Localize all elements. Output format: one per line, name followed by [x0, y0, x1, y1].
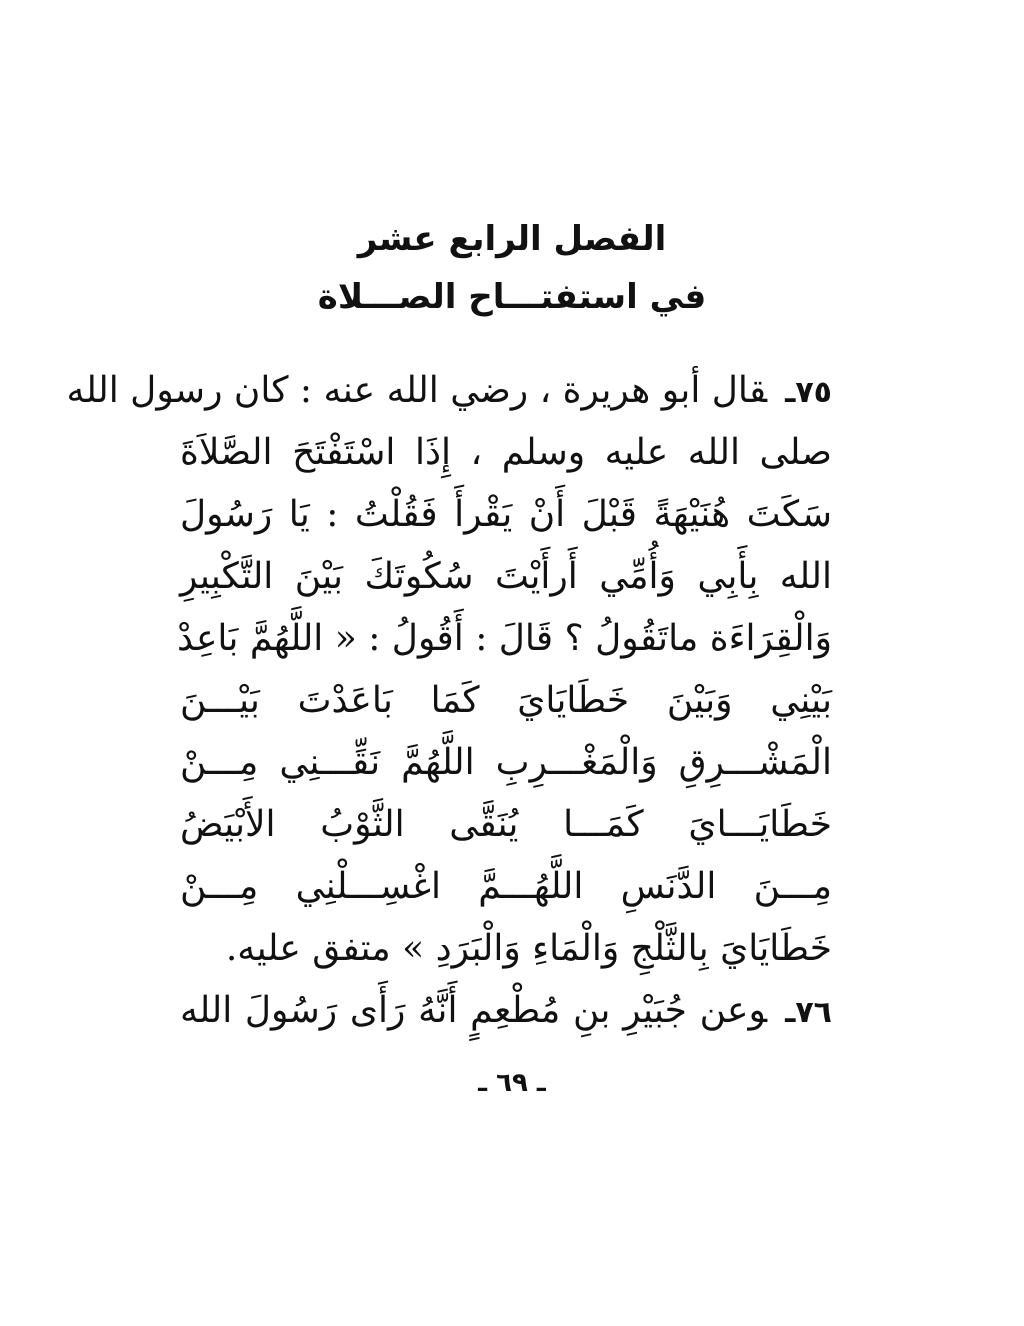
hadith-75-line-2: صلى الله عليه وسلم ، إِذَا اسْتَفْتَحَ الصَّلاَةَ [180, 432, 832, 473]
hadith-75-line-8: خَطَايَـــايَ كَمَـــا يُنَقَّى الثَّوْبُ الأَبْيَضُ [180, 804, 832, 845]
hadith-75-line-6: بَيْنِي وَبَيْنَ خَطَايَايَ كَمَا بَاعَدْتَ بَيْـــنَ [180, 680, 832, 721]
hadith-75-line-3: سَكَتَ هُنَيْهَةً قَبْلَ أَنْ يَقْرأَ فَقُلْتُ : يَا رَسُولَ [180, 494, 832, 535]
hadith-75-line-1 [66, 360, 832, 422]
hadith-75-line-7: الْمَشْـــرِقِ وَالْمَغْـــرِبِ اللَّهُمَّ نَقِّـــنِي مِـــنْ [180, 742, 832, 783]
hadith-76-line-1 [180, 980, 832, 1042]
hadith-75-line-5: وَالْقِرَاءَة ماتَقُولُ ؟ قَالَ : أَقُولُ : « اللَّهُمَّ بَاعِدْ [177, 618, 832, 659]
hadith-number-76: ٧٦ـ [785, 995, 832, 1030]
hadith-number-75: ٧٥ـ [785, 375, 832, 410]
hadith-75-text-1: قال أبو هريرة ، رضي الله عنه : كان رسول الله [66, 370, 768, 411]
hadith-76-text: وعن جُبَيْرِ بنِ مُطْعِمٍ أَنَّهُ رَأَى رَسُولَ الله [180, 990, 768, 1031]
hadith-75-line-9: مِـــنَ الدَّنَسِ اللَّهُـــمَّ اغْسِـــلْنِي مِـــنْ [180, 866, 832, 907]
chapter-subtitle: في استفتـــاح الصـــلاة [317, 277, 707, 317]
page-number: ـ ٦٩ ـ [478, 1068, 546, 1098]
hadith-75-line-10: خَطَايَايَ بِالثَّلْجِ وَالْمَاءِ وَالْبَرَدِ » متفق عليه. [225, 928, 832, 969]
body-text [66, 360, 832, 1042]
hadith-75-line-4: الله بِأَبِي وَأُمِّي أَرأَيْتَ سُكُوتَكَ بَيْنَ التَّكْبِيرِ [180, 556, 832, 597]
chapter-title: الفصل الرابع عشر [357, 219, 667, 259]
